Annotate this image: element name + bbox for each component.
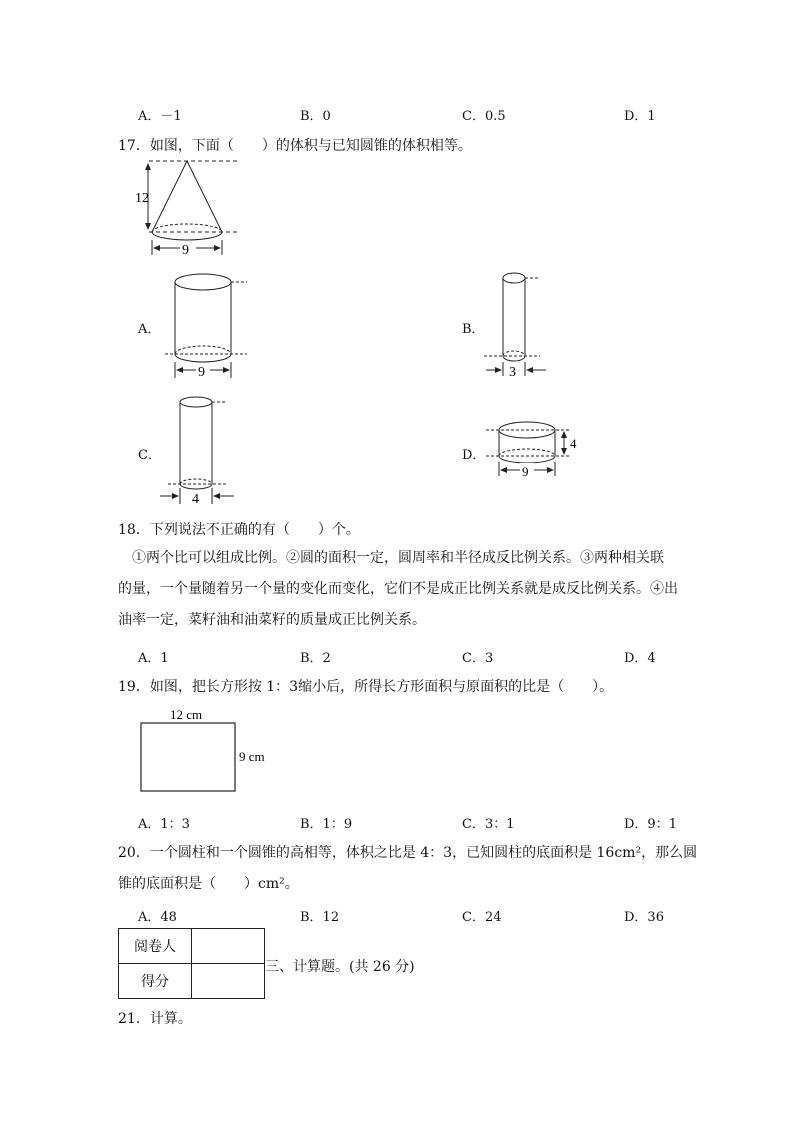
q17-option-d-letter: D．	[462, 448, 486, 463]
q17-option-b-letter: B．	[462, 322, 485, 337]
rectangle-width-label: 9 cm	[239, 749, 265, 764]
reviewer-label: 阅卷人	[119, 929, 192, 964]
cylinder-d-figure	[484, 418, 584, 480]
q17-option-a-letter: A．	[138, 322, 161, 337]
cone-diameter-label: 9	[182, 243, 189, 258]
q20-option-b: B．12	[300, 910, 340, 925]
q18-option-b: B．2	[300, 651, 331, 666]
cylinder-c-figure	[156, 392, 238, 507]
q18-option-c: C．3	[462, 651, 494, 666]
cylinder-d-height-label: 4	[570, 436, 577, 451]
section-3-title: 三、计算题。(共 26 分)	[265, 959, 415, 975]
q19-option-a: A．1：3	[138, 817, 190, 832]
q19-option-c: C．3：1	[462, 817, 515, 832]
q19-option-d: D．9：1	[624, 817, 677, 832]
q18-body-line-1: ①两个比可以组成比例。②圆的面积一定，圆周率和半径成反比例关系。③两种相关联	[132, 550, 664, 566]
q16-option-b: B．0	[300, 109, 331, 124]
cone-figure	[130, 155, 260, 260]
q16-option-d: D．1	[624, 109, 656, 124]
q18-body-line-3: 油率一定，菜籽油和油菜籽的质量成正比例关系。	[118, 612, 426, 628]
q16-option-a: A．－1	[138, 109, 182, 124]
rectangle-length-label: 12 cm	[170, 707, 203, 722]
score-field[interactable]	[192, 964, 265, 999]
q20-line-1: 20．一个圆柱和一个圆锥的高相等，体积之比是 4：3，已知圆柱的底面积是 16cm²，那么圆	[118, 845, 698, 861]
q17-stem: 17．如图，下面（ ）的体积与已知圆锥的体积相等。	[118, 138, 472, 154]
q19-stem: 19．如图，把长方形按 1：3缩小后，所得长方形面积与原面积的比是（ ）。	[118, 679, 614, 695]
q19-option-b: B．1：9	[300, 817, 353, 832]
score-label: 得分	[119, 964, 192, 999]
q18-body	[118, 543, 678, 636]
cylinder-d-diameter-label: 9	[522, 464, 529, 479]
q18-body-line-2: 的量，一个量随着另一个量的变化而变化，它们不是成正比例关系就是成反比例关系。④出	[118, 581, 678, 597]
cylinder-b-figure	[484, 268, 554, 380]
q20-option-c: C．24	[462, 910, 502, 925]
cylinder-b-diameter-label: 3	[509, 365, 516, 380]
rectangle-figure	[136, 705, 286, 797]
q18-option-d: D．4	[624, 651, 656, 666]
q18-option-a: A．1	[138, 651, 169, 666]
q17-option-c-letter: C．	[138, 448, 161, 463]
q16-option-c: C．0.5	[462, 109, 506, 124]
score-box	[118, 928, 265, 999]
cone-height-label: 12	[135, 191, 149, 206]
reviewer-field[interactable]	[192, 929, 265, 964]
q20-option-d: D．36	[624, 910, 664, 925]
q20-option-a: A．48	[138, 910, 177, 925]
cylinder-a-figure	[165, 268, 255, 380]
q21-stem: 21．计算。	[118, 1011, 192, 1027]
q18-stem: 18．下列说法不正确的有（ ）个。	[118, 522, 360, 538]
cylinder-c-diameter-label: 4	[192, 492, 199, 507]
q20-line-2: 锥的底面积是（ ）cm²。	[118, 876, 299, 892]
cylinder-a-diameter-label: 9	[198, 365, 205, 380]
